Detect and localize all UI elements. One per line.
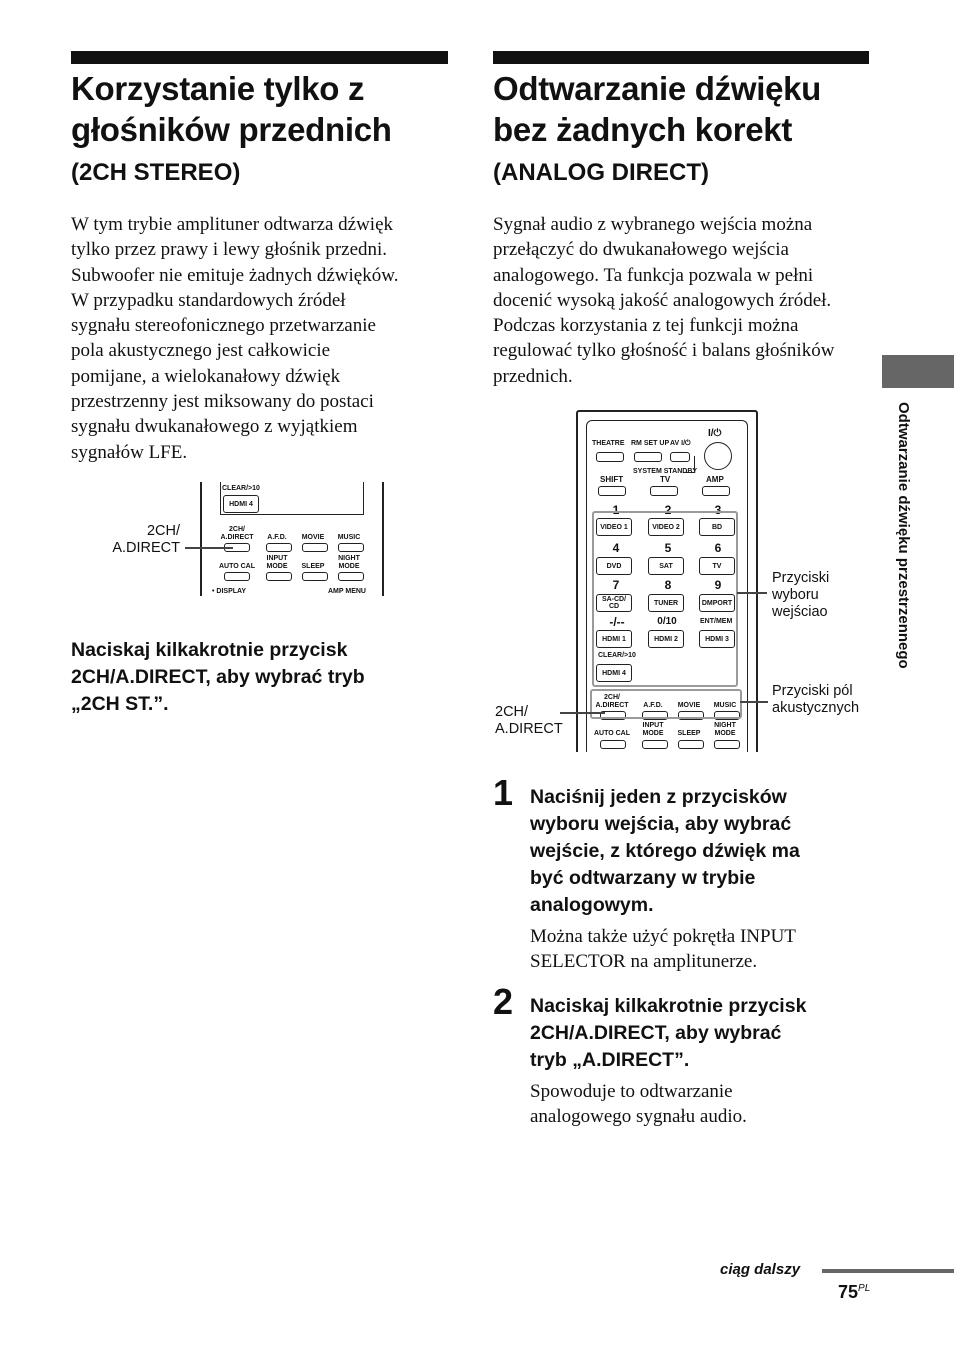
remote-button-nightmode (714, 740, 740, 749)
remote-button-theatre (596, 452, 624, 462)
remote-button-sacd: SA-CD/ CD (596, 594, 632, 612)
remote-label-shift: SHIFT (600, 475, 624, 484)
remote-label-standby: SYSTEM STANDBY (633, 468, 698, 475)
remote-button-sleep (302, 572, 328, 581)
remote-button-music (338, 543, 364, 552)
step-1-number: 1 (493, 772, 514, 813)
remote-button-inputmode (642, 740, 668, 749)
remote-label-ampmenu: AMP MENU (328, 588, 366, 595)
remote-label-inputmode: INPUT MODE (642, 722, 664, 737)
remote-num-5: 5 (664, 541, 672, 555)
remote-label-movie: MOVIE (677, 702, 701, 709)
remote-button-bd: BD (699, 518, 735, 536)
remote-label-clear: CLEAR/>10 (222, 485, 260, 492)
remote-button-hdmi4: HDMI 4 (223, 495, 259, 513)
step-1-title: Naciśnij jeden z przycisków wyboru wejścia, aby wybrać wejście, z którego dźwięk ma być odtwarzany w trybie analogowym. (530, 786, 800, 916)
remote-button-dmport: DMPORT (699, 594, 735, 612)
remote-label-afd: A.F.D. (643, 702, 663, 709)
remote-button-video2: VIDEO 2 (648, 518, 684, 536)
remote-label-entmem: ENT/MEM (700, 618, 733, 625)
remote-button-afd (266, 543, 292, 552)
remote-button-hdmi2: HDMI 2 (648, 630, 684, 648)
remote-button-nightmode (338, 572, 364, 581)
remote-label-nightmode: NIGHT MODE (714, 722, 736, 737)
left-callout-2ch: 2CH/ A.DIRECT (112, 523, 180, 556)
remote-button-tuner: TUNER (648, 594, 684, 612)
right-subtitle: (ANALOG DIRECT) (493, 159, 709, 186)
remote-label-amp: AMP (706, 475, 724, 484)
sound-field-buttons-highlight (590, 689, 742, 719)
remote-num-3: 3 (714, 503, 722, 517)
remote-label-music: MUSIC (713, 702, 737, 709)
remote-label-music: MUSIC (337, 534, 361, 541)
callout-line-2ch (560, 712, 605, 714)
left-callout-line (185, 547, 233, 549)
step-2-note: Spowoduje to odtwarzanie analogowego sygnału audio. (530, 1081, 747, 1128)
remote-num-6: 6 (714, 541, 722, 555)
remote-label-sleep: SLEEP (301, 563, 325, 570)
right-heading-rule (493, 51, 869, 64)
remote-button-movie (302, 543, 328, 552)
callout-line-sound (740, 701, 768, 703)
remote-num-1: 1 (612, 503, 620, 517)
remote-label-autocal: AUTO CAL (593, 730, 631, 737)
step-2-title: Naciskaj kilkakrotnie przycisk 2CH/A.DIRECT, aby wybrać tryb „A.DIRECT”. (530, 995, 807, 1071)
remote-button-tv-input: TV (699, 557, 735, 575)
left-remote-illustration (200, 482, 384, 596)
remote-label-nightmode: NIGHT MODE (338, 555, 360, 570)
remote-num-9: 9 (714, 578, 722, 592)
remote-num-7: 7 (612, 578, 620, 592)
remote-button-hdmi3: HDMI 3 (699, 630, 735, 648)
remote-label-inputmode: INPUT MODE (266, 555, 288, 570)
remote-label-rmsetup: RM SET UP (631, 440, 670, 447)
remote-button-tv-mode (650, 486, 678, 496)
section-tab (882, 355, 954, 388)
remote-label-clear: CLEAR/>10 (598, 652, 636, 659)
remote-num-2: 2 (664, 503, 672, 517)
remote-label-movie: MOVIE (301, 534, 325, 541)
callout-line-input (737, 592, 767, 594)
step-2-number: 2 (493, 981, 514, 1022)
left-instruction: Naciskaj kilkakrotnie przycisk 2CH/A.DIRECT, aby wybrać tryb „2CH ST.”. (71, 639, 365, 715)
side-section-label: Odtwarzanie dźwięku przestrzennego (895, 402, 912, 669)
left-heading-rule (71, 51, 448, 64)
remote-num-dash: -/-- (609, 615, 625, 629)
page-number: $75^{PL}$ (838, 1282, 871, 1302)
callout-input-buttons: Przyciski wyboru wejściao (772, 570, 830, 620)
right-body-text: Sygnał audio z wybranego wejścia można przełączyć do dwukanałowego wejścia analogowego. Ta funkcja pozwala w pełni docenić wysoką jakość analogowych źródeł. Podczas korzystania z tej funkcji można regulować tylko głośność i balans głośników przednich. (493, 214, 835, 387)
remote-button-sleep (678, 740, 704, 749)
remote-num-4: 4 (612, 541, 620, 555)
remote-label-2ch: 2CH/ A.DIRECT (220, 526, 254, 541)
remote-button-sat: SAT (648, 557, 684, 575)
remote-button-inputmode (266, 572, 292, 581)
remote-label-power: I/⏻ (708, 428, 722, 439)
remote-label-display: • DISPLAY (212, 588, 247, 595)
remote-num-010: 0/10 (657, 616, 677, 627)
remote-standby-bracket (684, 456, 695, 473)
left-title: Korzystanie tylko z głośników przednich (71, 70, 392, 148)
step-1-note: Można także użyć pokrętła INPUT SELECTOR na amplitunerze. (530, 926, 796, 973)
right-title: Odtwarzanie dźwięku bez żadnych korekt (493, 70, 822, 148)
remote-power-button (704, 442, 732, 470)
remote-button-autocal (600, 740, 626, 749)
callout-2ch-right: 2CH/ A.DIRECT (495, 704, 563, 737)
remote-button-shift (598, 486, 626, 496)
continued-rule (822, 1269, 954, 1273)
remote-button-dvd: DVD (596, 557, 632, 575)
continued-label: ciąg dalszy (720, 1261, 801, 1278)
remote-button-video1: VIDEO 1 (596, 518, 632, 536)
remote-label-theatre: THEATRE (592, 440, 625, 447)
remote-button-hdmi1: HDMI 1 (596, 630, 632, 648)
remote-num-8: 8 (664, 578, 672, 592)
remote-label-afd: A.F.D. (267, 534, 287, 541)
remote-label-sleep: SLEEP (677, 730, 701, 737)
remote-button-hdmi4: HDMI 4 (596, 664, 632, 682)
remote-button-amp (702, 486, 730, 496)
input-buttons-highlight (592, 511, 738, 687)
remote-button-autocal (224, 572, 250, 581)
callout-sound-field-buttons: Przyciski pól akustycznych (772, 683, 860, 716)
remote-button-rmsetup (634, 452, 662, 462)
remote-label-autocal: AUTO CAL (218, 563, 256, 570)
left-subtitle: (2CH STEREO) (71, 159, 241, 186)
remote-label-2ch: 2CH/ A.DIRECT (595, 694, 629, 709)
remote-label-avpower: AV I/⏻ (670, 440, 691, 447)
left-body-text: W tym trybie amplituner odtwarza dźwięk tylko przez prawy i lewy głośnik przedni. Subwoofer nie emituje żadnych dźwięków. W przypadku standardowych źródeł sygnału stereofonicznego przetwarzanie pola akustycznego jest całkowicie pomijane, a wielokanałowy dźwięk przestrzenny jest miksowany do postaci sygnału dwukanałowego z wyjątkiem sygnałów LFE. (71, 214, 399, 463)
remote-label-tv-mode: TV (660, 475, 671, 484)
